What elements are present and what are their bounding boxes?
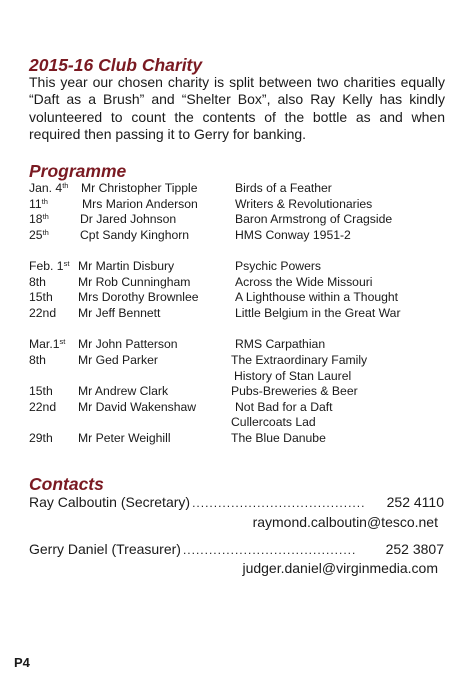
- programme-topic: HMS Conway 1951-2: [235, 228, 351, 242]
- page-number: P4: [14, 655, 30, 670]
- date-ordinal: th: [41, 197, 48, 206]
- programme-date: 11th: [29, 197, 48, 211]
- programme-topic: Cullercoats Lad: [231, 415, 316, 429]
- programme-date: 8th: [29, 353, 46, 367]
- programme-speaker: Mr Christopher Tipple: [81, 181, 198, 195]
- programme-speaker: Mr Jeff Bennett: [78, 306, 161, 320]
- programme-date: 22nd: [29, 400, 57, 414]
- programme-topic: Not Bad for a Daft: [235, 400, 333, 414]
- programme-topic: Baron Armstrong of Cragside: [235, 212, 393, 226]
- programme-heading: Programme: [29, 161, 127, 181]
- date-ordinal: st: [59, 337, 66, 346]
- contact-email: raymond.calboutin@tesco.net: [252, 514, 438, 530]
- programme-topic: History of Stan Laurel: [234, 369, 352, 383]
- programme-speaker: Mr Andrew Clark: [78, 384, 169, 398]
- programme-date: Jan. 4th: [29, 181, 69, 195]
- charity-heading: 2015-16 Club Charity: [29, 55, 203, 75]
- contact-email: judger.daniel@virginmedia.com: [242, 560, 438, 576]
- leader-dots: ........................................: [192, 496, 366, 510]
- programme-date: 8th: [29, 275, 46, 289]
- programme-date: Mar.1st: [29, 337, 66, 351]
- programme-speaker: Mr Ged Parker: [78, 353, 158, 367]
- contact-treasurer: [29, 541, 444, 558]
- programme-topic: A Lighthouse within a Thought: [235, 290, 399, 304]
- programme-speaker: Mr John Patterson: [78, 337, 178, 351]
- programme-date: 25th: [29, 228, 49, 242]
- programme-topic: Birds of a Feather: [235, 181, 332, 195]
- date-ordinal: th: [42, 228, 49, 237]
- programme-topic: The Extraordinary Family: [231, 353, 368, 367]
- contact-name: Gerry Daniel (Treasurer): [29, 541, 181, 557]
- programme-speaker: Mr Peter Weighill: [78, 431, 171, 445]
- programme-speaker: Mr David Wakenshaw: [78, 400, 197, 414]
- date-ordinal: th: [42, 212, 49, 221]
- programme-topic: Psychic Powers: [235, 259, 322, 273]
- programme-date: 18th: [29, 212, 49, 226]
- programme-speaker: Mr Martin Disbury: [78, 259, 175, 273]
- contacts-heading: Contacts: [29, 474, 104, 494]
- programme-speaker: Dr Jared Johnson: [80, 212, 177, 226]
- charity-text: This year our chosen charity is split between two charities equally “Daft as a Brush” and “Shelter Box”, also Ray Kelly has kindly volunteered to count the contents of the bottle as and when required then passing it to Gerry for banking.: [29, 74, 445, 142]
- programme-topic: RMS Carpathian: [235, 337, 326, 351]
- contact-name: Ray Calboutin (Secretary): [29, 494, 191, 510]
- programme-topic: Across the Wide Missouri: [235, 275, 373, 289]
- contact-phone: 252 4110: [386, 494, 444, 510]
- programme-date: Feb. 1st: [29, 259, 70, 273]
- programme-topic: Little Belgium in the Great War: [235, 306, 401, 320]
- programme-topic: Pubs-Breweries & Beer: [231, 384, 358, 398]
- programme-speaker: Mr Rob Cunningham: [78, 275, 191, 289]
- programme-speaker: Cpt Sandy Kinghorn: [80, 228, 190, 242]
- programme-speaker: Mrs Dorothy Brownlee: [78, 290, 199, 304]
- contact-phone: 252 3807: [385, 541, 444, 557]
- contact-secretary: [29, 494, 444, 511]
- programme-date: 29th: [29, 431, 53, 445]
- programme-date: 22nd: [29, 306, 57, 320]
- date-ordinal: st: [63, 259, 70, 268]
- programme-date: 15th: [29, 290, 53, 304]
- programme-date: 15th: [29, 384, 53, 398]
- date-ordinal: th: [62, 181, 69, 190]
- leader-dots: ........................................: [182, 543, 357, 557]
- programme-topic: Writers & Revolutionaries: [235, 197, 373, 211]
- programme-topic: The Blue Danube: [231, 431, 326, 445]
- programme-speaker: Mrs Marion Anderson: [82, 197, 198, 211]
